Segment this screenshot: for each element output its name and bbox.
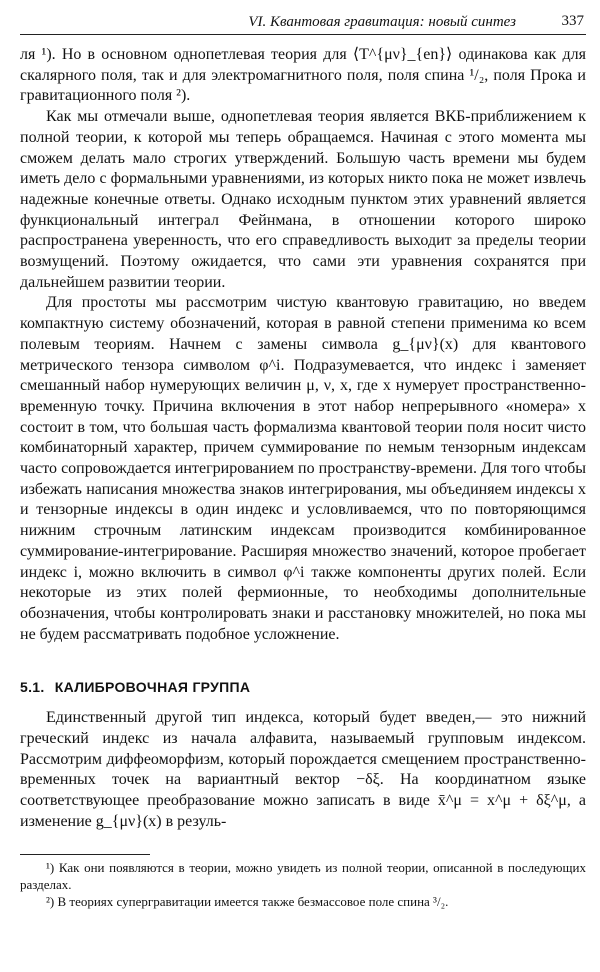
- section-heading: [20, 677, 586, 698]
- section-paragraph: Единственный другой тип индекса, который будет введен,— это нижний греческий индекс из начала алфавита, называемый групповым индексом. Рассмотрим диффеоморфизм, который порождается смещением пространственно-временных точек на вариантный вектор −δξ. На координатном языке соответствующее преобразование можно записать в виде x̄^μ = x^μ + δξ^μ, а изменение g_{μν}(x) в резуль-: [20, 709, 586, 830]
- body-text: [20, 45, 586, 832]
- footnotes: [20, 859, 586, 910]
- running-title: VI. Квантовая гравитация: новый синтез: [248, 14, 516, 30]
- footnote-divider: [20, 854, 150, 855]
- paragraph-3: Для простоты мы рассмотрим чистую квантовую гравитацию, но введем компактную систему обозначений, которая в равной степени применима ко всем полевым теориям. Начнем с замены символа g_{μν}(x) для квантового метрического тензора символом φ^i. Подразумевается, что индекс i заменяет смешанный набор нумерующих величин μ, ν, x, где x нумерует пространственно-временную точку. Причина включения в этот набор непрерывного «номера» x состоит в том, что большая часть формализма квантовой теории поля носит чисто комбинаторный характер, причем суммирование по немым тензорным индексам часто сопровождается интегрированием по пространству-времени. Для того чтобы избежать написания множества знаков интегрирования, мы объединяем индексы x и тензорные индексы в один индекс и условливаемся, что по повторяющимся нижним строчным латинским индексам производится комбинированное суммирование-интегрирование. Расширяя множество значений, которое пробегает индекс i, можно включить в символ φ^i также компоненты других полей. Если некоторые из этих полей фермионные, то необходимы дополнительные обозначения, чтобы контролировать знаки и расстановку множителей, но пока мы не будем рассматривать подобное усложнение.: [20, 294, 586, 643]
- page-header: [20, 8, 586, 35]
- page: [20, 8, 586, 910]
- section-title: КАЛИБРОВОЧНАЯ ГРУППА: [54, 679, 251, 696]
- paragraph-1: ля ¹). Но в основном однопетлевая теория для ⟨T^{μν}_{en}⟩ одинакова как для скалярного поля, так и для электромагнитного поля, поля спина ¹/₂, поля Прока и гравитационного поля ²).: [20, 46, 586, 105]
- footnote-1: ¹) Как они появляются в теории, можно увидеть из полной теории, описанной в последующих разделах.: [20, 860, 586, 893]
- section-number: 5.1.: [20, 679, 45, 696]
- footnote-2: ²) В теориях супергравитации имеется также безмассовое поле спина ³/₂.: [46, 894, 449, 910]
- page-number: 337: [561, 13, 584, 29]
- paragraph-2: Как мы отмечали выше, однопетлевая теория является ВКБ-приближением к полной теории, к которой мы теперь обращаемся. Начиная с этого момента мы сможем делать мало строгих утверждений. Большую часть времени мы будем иметь дело с формальными уравнениями, из которых никто пока не может извлечь надежные конечные ответы. Однако исходным пунктом этих уравнений является функциональный интеграл Фейнмана, в отношении которого широко распространена уверенность, что его справедливость выходит за пределы теории возмущений. Поэтому ожидается, что сами эти уравнения сохранятся при дальнейшем развитии теории.: [20, 108, 586, 291]
